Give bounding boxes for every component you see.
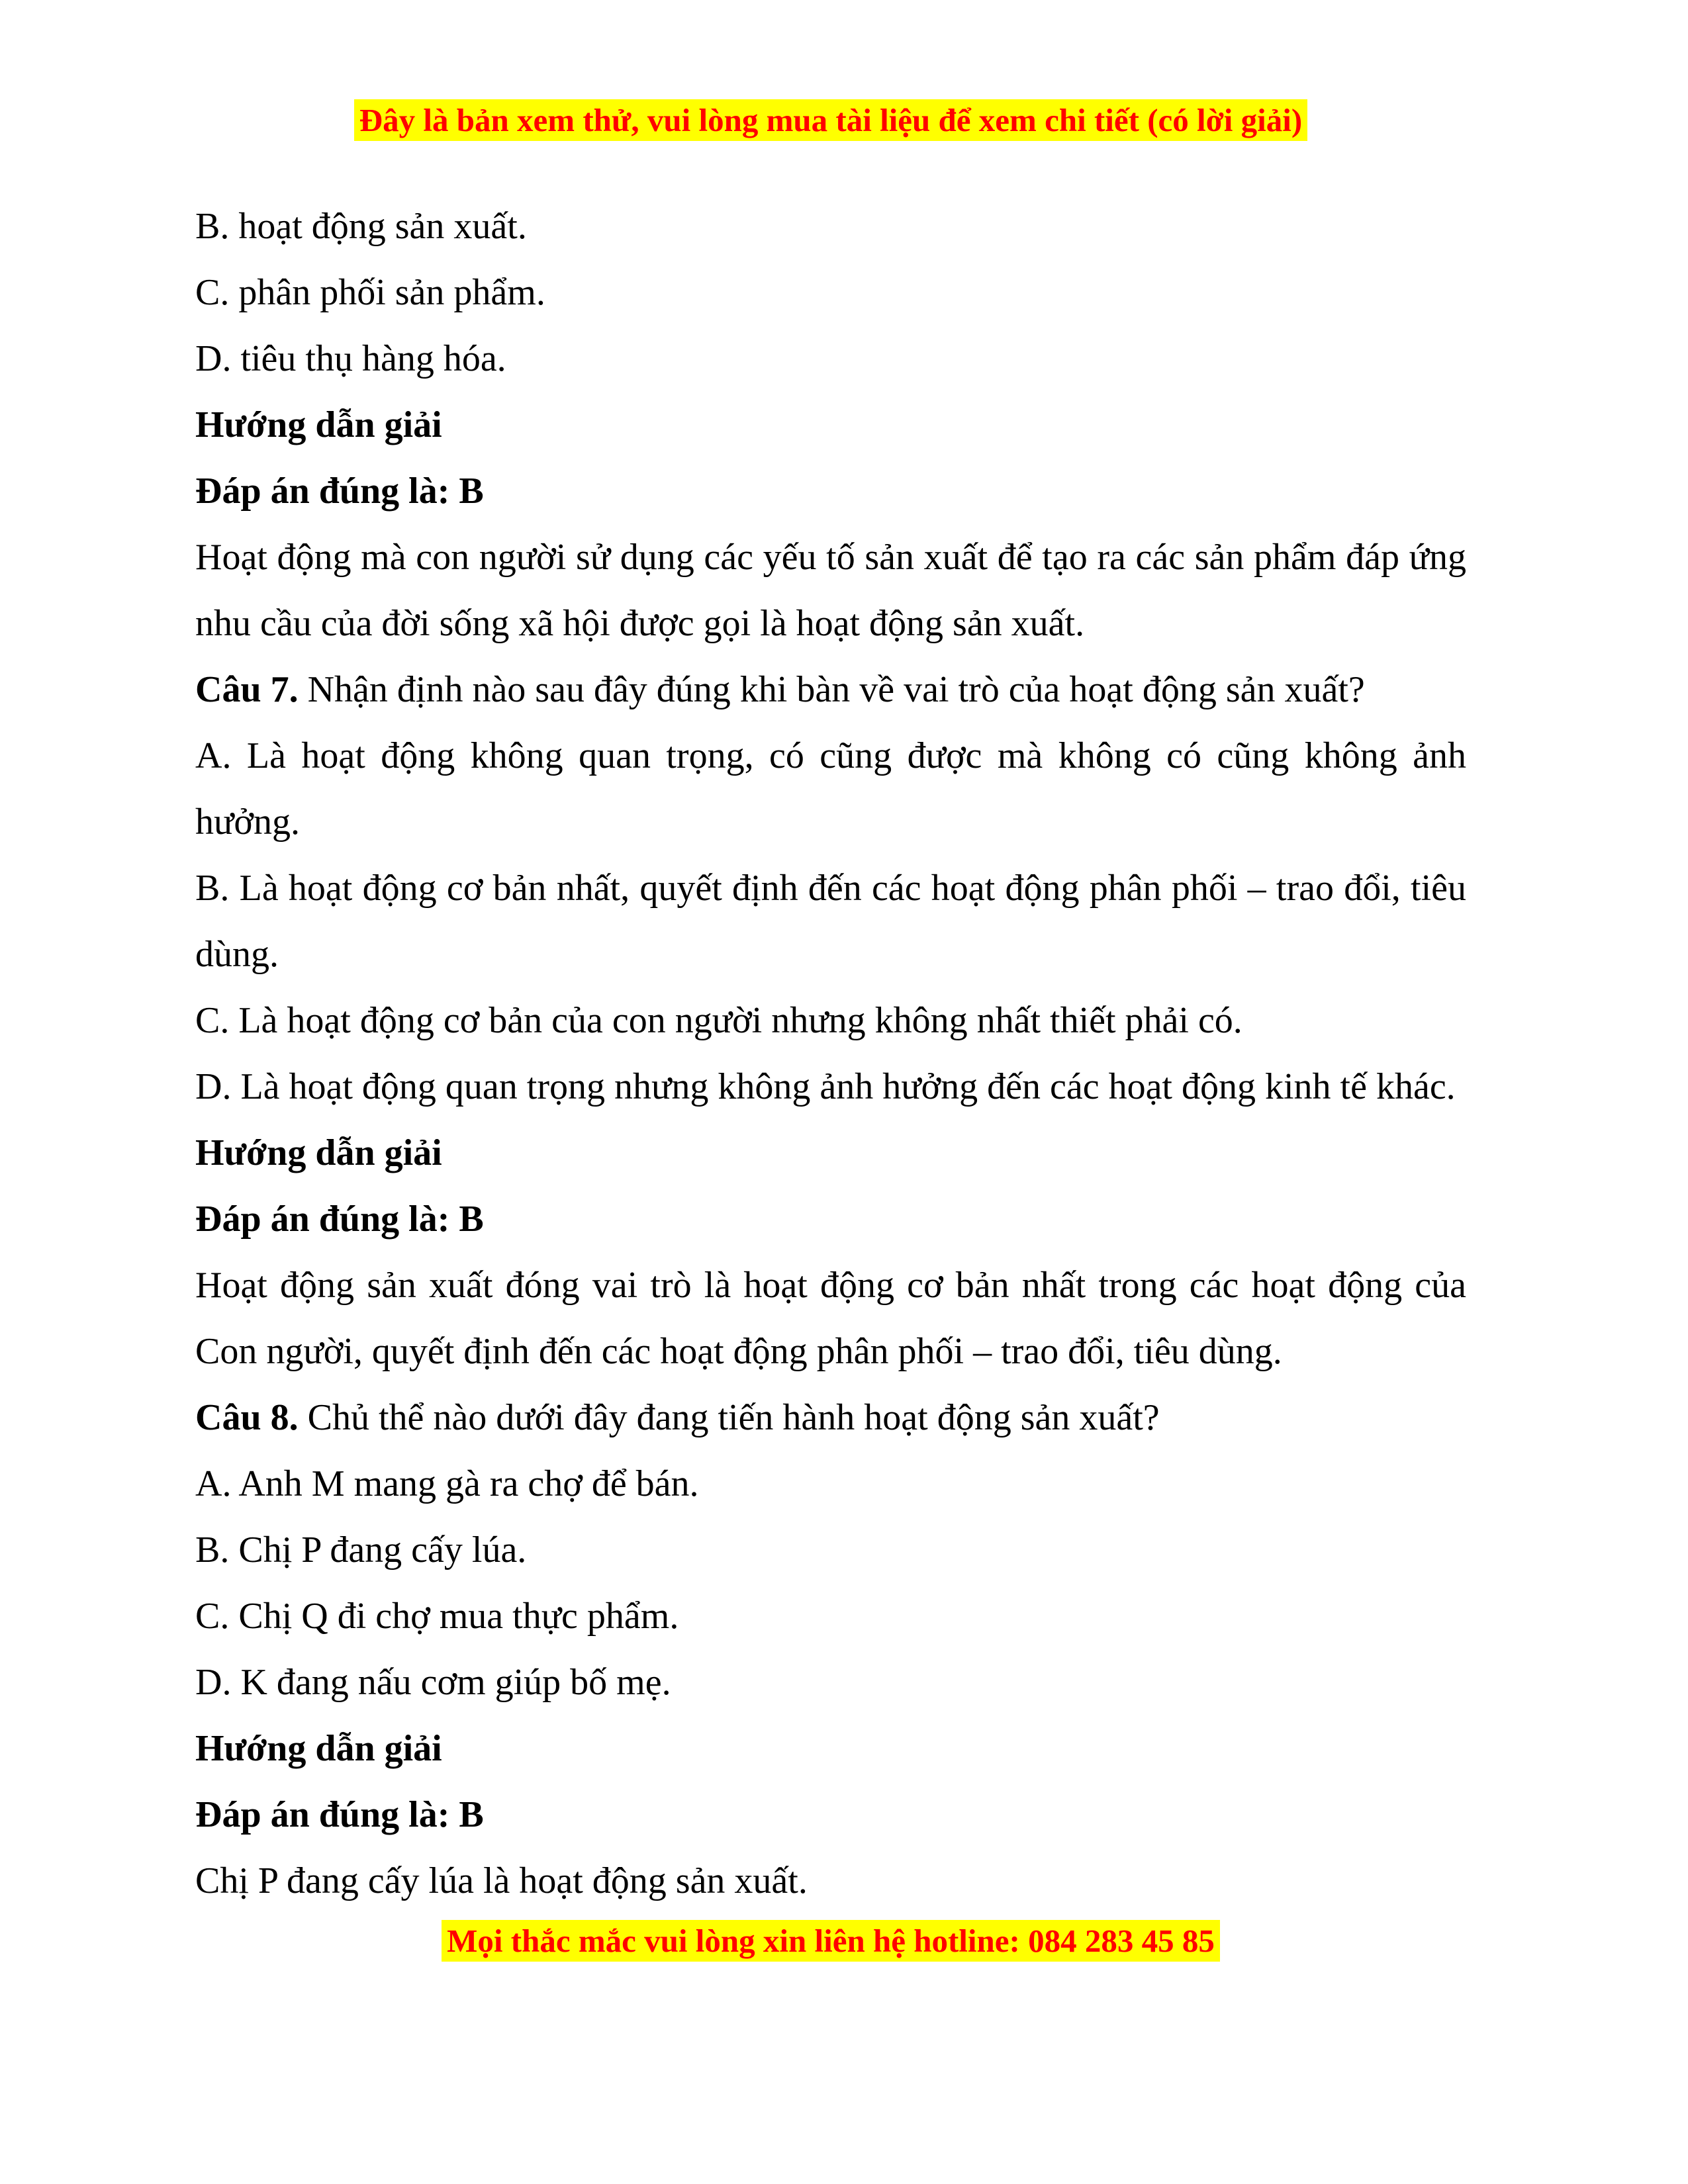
q8-option-c: C. Chị Q đi chợ mua thực phẩm. xyxy=(195,1596,679,1637)
q8-option-a: A. Anh M mang gà ra chợ để bán. xyxy=(195,1463,699,1504)
q8-question-text: Chủ thể nào dưới đây đang tiến hành hoạt động sản xuất? xyxy=(307,1397,1160,1438)
q6-option-c: C. phân phối sản phẩm. xyxy=(195,272,545,313)
q6-explanation: Hoạt động mà con người sử dụng các yếu tố sản xuất để tạo ra các sản phẩm đáp ứng nhu cầu của đời sống xã hội được gọi là hoạt động sản xuất. xyxy=(195,537,1466,644)
q7-option-b: B. Là hoạt động cơ bản nhất, quyết định đến các hoạt động phân phối – trao đổi, tiêu dùng. xyxy=(195,868,1466,975)
q8-explanation: Chị P đang cấy lúa là hoạt động sản xuất. xyxy=(195,1860,808,1901)
q6-guide-heading: Hướng dẫn giải xyxy=(195,404,442,445)
q7-option-a: A. Là hoạt động không quan trọng, có cũng được mà không có cũng không ảnh hưởng. xyxy=(195,735,1466,842)
q7-option-c: C. Là hoạt động cơ bản của con người nhưng không nhất thiết phải có. xyxy=(195,1000,1243,1041)
hotline-notice-row xyxy=(195,1917,1466,1964)
q6-option-d: D. tiêu thụ hàng hóa. xyxy=(195,338,506,379)
q6-option-b: B. hoạt động sản xuất. xyxy=(195,206,527,247)
q7-answer-heading: Đáp án đúng là: B xyxy=(195,1199,484,1240)
q8-guide-heading: Hướng dẫn giải xyxy=(195,1728,442,1769)
q8-option-d: D. K đang nấu cơm giúp bố mẹ. xyxy=(195,1662,671,1703)
q7-option-d: D. Là hoạt động quan trọng nhưng không ảnh hưởng đến các hoạt động kinh tế khác. xyxy=(195,1066,1456,1107)
q7-label: Câu 7. xyxy=(195,669,299,710)
q7-question-text: Nhận định nào sau đây đúng khi bàn về vai trò của hoạt động sản xuất? xyxy=(307,669,1365,710)
preview-notice-text: Đây là bản xem thử, vui lòng mua tài liệu để xem chi tiết (có lời giải) xyxy=(354,99,1307,141)
q8-answer-heading: Đáp án đúng là: B xyxy=(195,1794,484,1835)
q7-question-line xyxy=(195,657,1466,723)
preview-notice-row xyxy=(195,96,1466,144)
q7-explanation: Hoạt động sản xuất đóng vai trò là hoạt động cơ bản nhất trong các hoạt động của Con người, quyết định đến các hoạt động phân phối – trao đổi, tiêu dùng. xyxy=(195,1265,1466,1372)
q8-label: Câu 8. xyxy=(195,1397,299,1438)
q7-guide-heading: Hướng dẫn giải xyxy=(195,1132,442,1173)
q8-question-line xyxy=(195,1385,1466,1451)
q8-option-b: B. Chị P đang cấy lúa. xyxy=(195,1529,527,1570)
q6-answer-heading: Đáp án đúng là: B xyxy=(195,471,484,512)
hotline-notice-text: Mọi thắc mắc vui lòng xin liên hệ hotline: 084 283 45 85 xyxy=(442,1920,1220,1962)
